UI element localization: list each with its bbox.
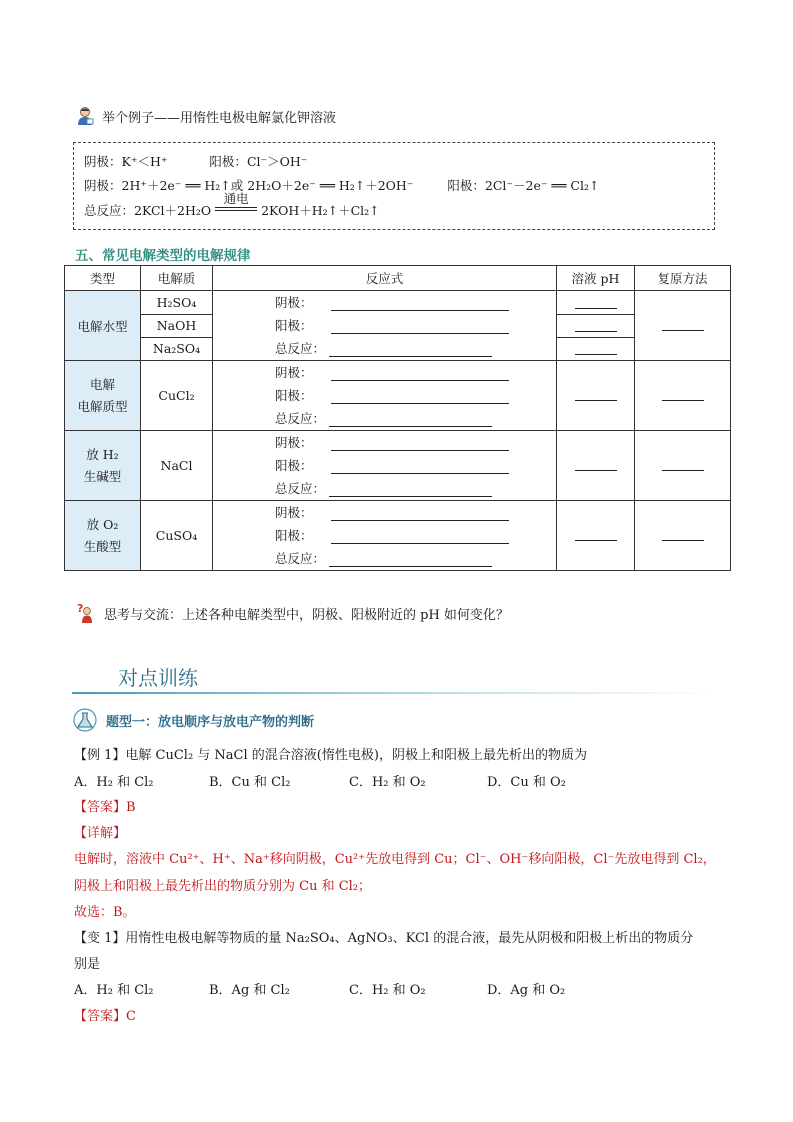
ph-cell bbox=[557, 431, 635, 501]
table-row bbox=[65, 291, 731, 361]
example1-stem: 【例 1】电解 CuCl₂ 与 NaCl 的混合溶液(惰性电极)，阴极上和阳极上最先析出的物质为 bbox=[74, 748, 587, 763]
cathode-label: 阴极： bbox=[275, 435, 313, 450]
electrolyte-cell bbox=[141, 291, 213, 361]
restore-cell bbox=[635, 431, 731, 501]
reaction-cell bbox=[213, 431, 557, 501]
restore-cell bbox=[635, 501, 731, 571]
electrolyte-item: NaOH bbox=[141, 315, 212, 338]
variant1-stem-line1: 【变 1】用惰性电极电解等物质的量 Na₂SO₄、AgNO₃、KCl 的混合液，最先从阴极和阳极上析出的物质分 bbox=[74, 931, 694, 946]
anode-blank[interactable] bbox=[331, 389, 509, 404]
table-row bbox=[65, 361, 731, 431]
table-row bbox=[65, 501, 731, 571]
total-reaction-right: 2KOH＋H₂↑＋Cl₂↑ bbox=[261, 203, 380, 218]
electrolyte-item: Na₂SO₄ bbox=[152, 340, 201, 356]
cathode-blank[interactable] bbox=[331, 366, 509, 381]
header-electrolyte: 电解质 bbox=[141, 266, 213, 291]
total-blank[interactable] bbox=[329, 482, 492, 497]
restore-blank[interactable] bbox=[662, 388, 704, 401]
example1-detail-line1: 电解时，溶液中 Cu²⁺、H⁺、Na⁺移向阴极，Cu²⁺先放电得到 Cu；Cl⁻、OH⁻移向阳极，Cl⁻先放电得到 Cl₂， bbox=[74, 852, 716, 867]
question-person-icon bbox=[76, 602, 94, 624]
example-line-1 bbox=[84, 152, 307, 170]
variant1-option-c: C．H₂ 和 O₂ bbox=[349, 983, 426, 998]
table-header-row bbox=[65, 266, 731, 291]
example1-option-a: A．H₂ 和 Cl₂ bbox=[74, 775, 154, 790]
total-blank[interactable] bbox=[329, 412, 492, 427]
flask-icon bbox=[72, 708, 98, 732]
cathode-label: 阴极： bbox=[275, 295, 313, 310]
example1-detail-line3: 故选：B。 bbox=[74, 905, 136, 920]
electrolyte-cell: CuSO₄ bbox=[141, 501, 213, 571]
restore-cell bbox=[635, 361, 731, 431]
training-divider bbox=[72, 692, 717, 694]
variant1-option-b: B．Ag 和 Cl₂ bbox=[209, 983, 290, 998]
type-label-line2: 电解质型 bbox=[77, 398, 128, 414]
anode-label: 阳极： bbox=[209, 154, 247, 169]
type-cell bbox=[65, 361, 141, 431]
type-cell bbox=[65, 431, 141, 501]
type-label-line2: 生酸型 bbox=[83, 538, 122, 554]
variant1-option-d: D．Ag 和 O₂ bbox=[487, 983, 566, 998]
training-title: 对点训练 bbox=[118, 666, 198, 690]
condition-text: 通电 bbox=[223, 191, 249, 206]
example1-option-d: D．Cu 和 O₂ bbox=[487, 775, 566, 790]
ph-cell bbox=[557, 291, 635, 361]
anode-equation: 阳极：2Cl⁻－2e⁻ ══ Cl₂↑ bbox=[447, 178, 600, 193]
electrolyte-cell: NaCl bbox=[141, 431, 213, 501]
type-cell bbox=[65, 501, 141, 571]
example-box bbox=[73, 142, 715, 230]
total-label: 总反应： bbox=[275, 551, 326, 566]
type-label-line2: 生碱型 bbox=[83, 468, 122, 484]
example-line-2 bbox=[84, 176, 599, 194]
example-title: 举个例子——用惰性电极电解氯化钾溶液 bbox=[102, 110, 337, 126]
total-label: 总反应： bbox=[275, 411, 326, 426]
type-label-line1: 放 O₂ bbox=[86, 516, 119, 532]
cathode-blank[interactable] bbox=[331, 506, 509, 521]
think-discuss bbox=[76, 602, 509, 624]
ph-blank[interactable] bbox=[575, 319, 617, 332]
table-row bbox=[65, 431, 731, 501]
cathode-label: 阴极： bbox=[275, 505, 313, 520]
restore-blank[interactable] bbox=[662, 528, 704, 541]
variant1-option-a: A．H₂ 和 Cl₂ bbox=[74, 983, 154, 998]
cathode-label: 阴极： bbox=[275, 365, 313, 380]
question-type-header bbox=[72, 708, 314, 732]
type-label-line1: 放 H₂ bbox=[86, 446, 119, 462]
example-line-3 bbox=[84, 191, 380, 219]
total-label: 总反应： bbox=[275, 341, 326, 356]
reaction-condition bbox=[215, 191, 257, 211]
restore-blank[interactable] bbox=[662, 458, 704, 471]
total-blank[interactable] bbox=[329, 552, 492, 567]
variant1-stem-line2: 别是 bbox=[74, 957, 101, 972]
ph-blank[interactable] bbox=[575, 296, 617, 309]
ph-cell bbox=[557, 501, 635, 571]
type-label: 电解水型 bbox=[77, 318, 128, 334]
total-reaction-left: 总反应：2KCl＋2H₂O bbox=[84, 203, 212, 218]
reaction-cell bbox=[213, 291, 557, 361]
electrolysis-rules-table bbox=[64, 265, 731, 571]
svg-text:?: ? bbox=[77, 602, 84, 615]
total-blank[interactable] bbox=[329, 342, 492, 357]
anode-label: 阳极： bbox=[275, 458, 313, 473]
anode-blank[interactable] bbox=[331, 529, 509, 544]
section-title: 五、常见电解类型的电解规律 bbox=[75, 248, 251, 264]
example1-detail-label: 【详解】 bbox=[74, 826, 127, 841]
variant1-answer: 【答案】C bbox=[74, 1009, 136, 1024]
cathode-blank[interactable] bbox=[331, 296, 509, 311]
type-cell bbox=[65, 291, 141, 361]
reaction-cell bbox=[213, 501, 557, 571]
example-header bbox=[76, 106, 336, 126]
example1-option-b: B．Cu 和 Cl₂ bbox=[209, 775, 291, 790]
example1-answer: 【答案】B bbox=[74, 800, 136, 815]
electrolyte-item: H₂SO₄ bbox=[141, 292, 212, 315]
ph-cell bbox=[557, 361, 635, 431]
think-text: 思考与交流：上述各种电解类型中，阴极、阳极附近的 pH 如何变化？ bbox=[104, 607, 509, 623]
question-type-title: 题型一：放电顺序与放电产物的判断 bbox=[106, 714, 315, 730]
total-label: 总反应： bbox=[275, 481, 326, 496]
electrolyte-cell: CuCl₂ bbox=[141, 361, 213, 431]
cathode-blank[interactable] bbox=[331, 436, 509, 451]
cathode-equation: 阴极：2H⁺＋2e⁻ ══ H₂↑或 2H₂O＋2e⁻ ══ H₂↑＋2OH⁻ bbox=[84, 178, 414, 193]
example1-option-c: C．H₂ 和 O₂ bbox=[349, 775, 426, 790]
ph-blank[interactable] bbox=[575, 458, 617, 471]
ph-blank[interactable] bbox=[575, 342, 617, 355]
restore-cell bbox=[635, 291, 731, 361]
header-reaction: 反应式 bbox=[213, 266, 557, 291]
cathode-order: K⁺＜H⁺ bbox=[121, 154, 168, 169]
anode-label: 阳极： bbox=[275, 388, 313, 403]
anode-blank[interactable] bbox=[331, 459, 509, 474]
ph-blank[interactable] bbox=[575, 528, 617, 541]
type-label-line1: 电解 bbox=[89, 376, 115, 392]
teacher-icon bbox=[76, 106, 94, 126]
cathode-label: 阴极： bbox=[84, 154, 122, 169]
restore-blank[interactable] bbox=[662, 318, 704, 331]
header-restore: 复原方法 bbox=[635, 266, 731, 291]
header-ph: 溶液 pH bbox=[557, 266, 635, 291]
anode-order: Cl⁻＞OH⁻ bbox=[246, 154, 308, 169]
reaction-cell bbox=[213, 361, 557, 431]
anode-label: 阳极： bbox=[275, 318, 313, 333]
anode-label: 阳极： bbox=[275, 528, 313, 543]
ph-blank[interactable] bbox=[575, 388, 617, 401]
header-type: 类型 bbox=[65, 266, 141, 291]
anode-blank[interactable] bbox=[331, 319, 509, 334]
example1-detail-line2: 阴极上和阳极上最先析出的物质分别为 Cu 和 Cl₂； bbox=[74, 879, 372, 894]
